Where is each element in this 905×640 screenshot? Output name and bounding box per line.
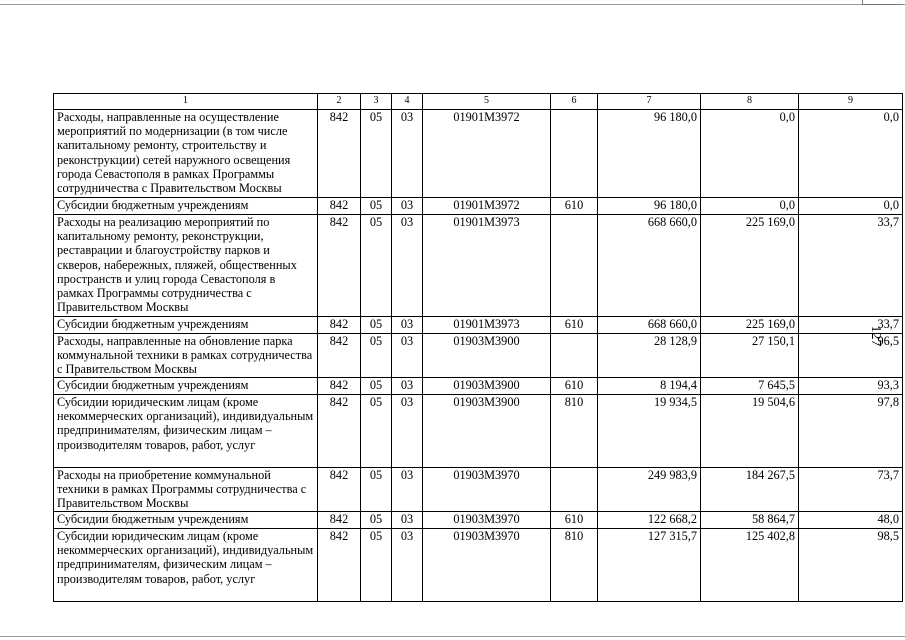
table-row [54, 468, 903, 512]
row-name: Расходы на приобретение коммунальной техники в рамках Программы сотрудничества с Правительством Москвы [54, 468, 318, 512]
cell-code-3: 05 [361, 395, 392, 468]
table-row [54, 317, 903, 334]
cell-code-3: 05 [361, 468, 392, 512]
cell-code-2: 842 [318, 317, 361, 334]
cell-code-4: 03 [392, 317, 423, 334]
cell-value-9: 98,5 [799, 529, 903, 602]
cell-value-7: 19 934,5 [598, 395, 701, 468]
row-name: Субсидии юридическим лицам (кроме некоммерческих организаций), индивидуальным предпринимателям, физическим лицам – производителям товаров, работ, услуг [54, 395, 318, 468]
cell-code-3: 05 [361, 215, 392, 317]
table-row [54, 378, 903, 395]
cell-value-8: 58 864,7 [701, 512, 799, 529]
cell-value-9: 0,0 [799, 110, 903, 198]
column-header: 6 [551, 94, 598, 110]
column-header: 8 [701, 94, 799, 110]
cell-code-4: 03 [392, 110, 423, 198]
cell-code-2: 842 [318, 395, 361, 468]
cell-value-7: 122 668,2 [598, 512, 701, 529]
cell-code-3: 05 [361, 110, 392, 198]
cell-value-9: 0,0 [799, 198, 903, 215]
cell-code-5: 01903М3900 [423, 334, 551, 378]
row-name: Субсидии бюджетным учреждениям [54, 198, 318, 215]
cell-code-2: 842 [318, 378, 361, 395]
cell-code-6 [551, 334, 598, 378]
cell-code-6: 610 [551, 512, 598, 529]
cell-code-2: 842 [318, 110, 361, 198]
cell-code-5: 01903М3900 [423, 378, 551, 395]
cell-value-9: 73,7 [799, 468, 903, 512]
cell-value-8: 0,0 [701, 110, 799, 198]
cell-code-6: 610 [551, 378, 598, 395]
row-name: Субсидии бюджетным учреждениям [54, 317, 318, 334]
table-row [54, 529, 903, 602]
cell-code-6 [551, 215, 598, 317]
cell-value-7: 96 180,0 [598, 110, 701, 198]
cell-code-6 [551, 468, 598, 512]
page-number: 127 [868, 325, 883, 347]
cell-value-9: 48,0 [799, 512, 903, 529]
row-name: Расходы, направленные на обновление парка коммунальной техники в рамках сотрудничества с Правительством Москвы [54, 334, 318, 378]
cell-code-5: 01903М3970 [423, 529, 551, 602]
cell-value-8: 225 169,0 [701, 317, 799, 334]
column-header: 4 [392, 94, 423, 110]
cell-code-4: 03 [392, 198, 423, 215]
cell-code-3: 05 [361, 529, 392, 602]
cell-value-8: 7 645,5 [701, 378, 799, 395]
cell-code-4: 03 [392, 215, 423, 317]
budget-table [53, 93, 903, 602]
cell-code-5: 01901М3973 [423, 317, 551, 334]
cell-value-9: 97,8 [799, 395, 903, 468]
cell-code-6: 610 [551, 198, 598, 215]
cell-value-8: 125 402,8 [701, 529, 799, 602]
cell-code-5: 01901М3973 [423, 215, 551, 317]
row-name: Субсидии бюджетным учреждениям [54, 378, 318, 395]
cell-value-7: 668 660,0 [598, 317, 701, 334]
cell-value-8: 225 169,0 [701, 215, 799, 317]
table-header-row [54, 94, 903, 110]
cell-code-2: 842 [318, 198, 361, 215]
cell-code-5: 01903М3970 [423, 512, 551, 529]
cell-code-2: 842 [318, 529, 361, 602]
cell-value-9: 33,7 [799, 215, 903, 317]
cell-code-2: 842 [318, 215, 361, 317]
cell-code-5: 01901М3972 [423, 110, 551, 198]
row-name: Расходы на реализацию мероприятий по капитальному ремонту, реконструкции, реставрации и благоустройству парков и скверов, набережных, пляжей, общественных пространств и улиц города Севастополя в рамках Программы сотрудничества с Правительством Москвы [54, 215, 318, 317]
cell-value-9: 96,5 [799, 334, 903, 378]
cell-value-7: 668 660,0 [598, 215, 701, 317]
row-name: Субсидии юридическим лицам (кроме некоммерческих организаций), индивидуальным предпринимателям, физическим лицам – производителям товаров, работ, услуг [54, 529, 318, 602]
cell-code-6: 810 [551, 529, 598, 602]
cell-value-9: 33,7 [799, 317, 903, 334]
scan-top-rule [0, 4, 905, 5]
cell-code-6: 610 [551, 317, 598, 334]
column-header: 5 [423, 94, 551, 110]
cell-code-2: 842 [318, 468, 361, 512]
cell-value-7: 28 128,9 [598, 334, 701, 378]
cell-code-5: 01903М3970 [423, 468, 551, 512]
cell-value-7: 127 315,7 [598, 529, 701, 602]
table-row [54, 198, 903, 215]
scan-bottom-rule [0, 636, 905, 637]
cell-value-9: 93,3 [799, 378, 903, 395]
column-header: 1 [54, 94, 318, 110]
row-name: Субсидии бюджетным учреждениям [54, 512, 318, 529]
cell-code-4: 03 [392, 529, 423, 602]
cell-code-4: 03 [392, 468, 423, 512]
cell-code-3: 05 [361, 512, 392, 529]
cell-code-3: 05 [361, 198, 392, 215]
table-row [54, 110, 903, 198]
scan-corner-mark [862, 0, 903, 5]
table-row [54, 334, 903, 378]
cell-code-5: 01903М3900 [423, 395, 551, 468]
cell-code-6: 810 [551, 395, 598, 468]
cell-code-2: 842 [318, 512, 361, 529]
cell-code-2: 842 [318, 334, 361, 378]
cell-code-3: 05 [361, 317, 392, 334]
cell-value-8: 27 150,1 [701, 334, 799, 378]
table-row [54, 512, 903, 529]
column-header: 9 [799, 94, 903, 110]
cell-code-5: 01901М3972 [423, 198, 551, 215]
cell-code-4: 03 [392, 395, 423, 468]
cell-code-3: 05 [361, 378, 392, 395]
column-header: 3 [361, 94, 392, 110]
cell-code-3: 05 [361, 334, 392, 378]
column-header: 7 [598, 94, 701, 110]
cell-code-4: 03 [392, 512, 423, 529]
cell-code-4: 03 [392, 334, 423, 378]
table-row [54, 215, 903, 317]
cell-value-8: 0,0 [701, 198, 799, 215]
row-name: Расходы, направленные на осуществление мероприятий по модернизации (в том числе капитальному ремонту, строительству и реконструкции) сетей наружного освещения города Севастополя в рамках Программы сотрудничества с Правительством Москвы [54, 110, 318, 198]
cell-value-7: 8 194,4 [598, 378, 701, 395]
cell-value-8: 19 504,6 [701, 395, 799, 468]
cell-value-8: 184 267,5 [701, 468, 799, 512]
cell-value-7: 249 983,9 [598, 468, 701, 512]
cell-value-7: 96 180,0 [598, 198, 701, 215]
cell-code-4: 03 [392, 378, 423, 395]
cell-code-6 [551, 110, 598, 198]
column-header: 2 [318, 94, 361, 110]
table-row [54, 395, 903, 468]
